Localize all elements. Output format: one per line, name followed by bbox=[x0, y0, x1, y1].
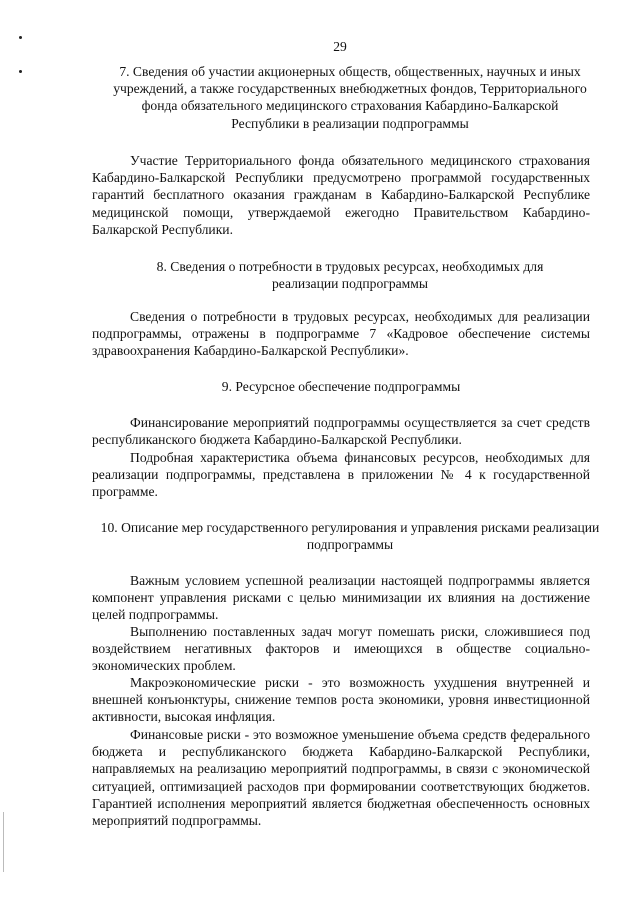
section-9-heading: 9. Ресурсное обеспечение подпрограммы bbox=[221, 379, 461, 394]
section-10-paragraph-3: Макроэкономические риски - это возможность ухудшения внутренней и внешней конъюнктуры, снижение темпов роста экономики, уровня инвестиционной активности, высокая инфляция. bbox=[92, 675, 590, 725]
scan-speck bbox=[19, 70, 22, 73]
section-7-paragraph: Участие Территориального фонда обязательного медицинского страхования Кабардино-Балкарской Республики предусмотрено программой государственных гарантий бесплатного оказания гражданам в Кабардино-Балкарской Республике медицинской помощи, утверждаемой ежегодно Правительством Кабардино-Балкарской Республики. bbox=[92, 153, 590, 237]
section-9-paragraph-1: Финансирование мероприятий подпрограммы осуществляется за счет средств республиканского бюджета Кабардино-Балкарской Республики. bbox=[92, 415, 590, 448]
section-9-paragraph-2: Подробная характеристика объема финансовых ресурсов, необходимых для реализации подпрограммы, представлена в приложении № 4 к государственной программе. bbox=[92, 450, 590, 500]
scan-edge-mark bbox=[3, 812, 4, 872]
section-10-paragraph-1: Важным условием успешной реализации настоящей подпрограммы является компонент управления рисками с целью минимизации их влияния на достижение целей подпрограммы. bbox=[92, 573, 590, 623]
page-number: 29 bbox=[333, 39, 347, 54]
section-10-heading: 10. Описание мер государственного регулирования и управления рисками реализации подпрограммы bbox=[100, 520, 600, 553]
section-8-heading: 8. Сведения о потребности в трудовых ресурсах, необходимых для реализации подпрограммы bbox=[156, 259, 544, 292]
section-8-paragraph: Сведения о потребности в трудовых ресурсах, необходимых для реализации подпрограммы, отражены в подпрограмме 7 «Кадровое обеспечение системы здравоохранения Кабардино-Балкарской Республики». bbox=[92, 309, 590, 359]
section-10-paragraph-2: Выполнению поставленных задач могут помешать риски, сложившиеся под воздействием негативных факторов и имеющихся в обществе социально-экономических проблем. bbox=[92, 624, 590, 674]
section-7-heading: 7. Сведения об участии акционерных обществ, общественных, научных и иных учреждений, а также государственных внебюджетных фондов, Территориального фонда обязательного медицинского страхования Кабардино-Балкарской Республики в реализации подпрограммы bbox=[113, 64, 587, 131]
section-10-paragraph-4: Финансовые риски - это возможное уменьшение объема средств федерального бюджета и республиканского бюджета Кабардино-Балкарской Республики, направляемых на реализацию мероприятий подпрограммы, в связи с экономической ситуацией, оптимизацией расходов при формировании соответствующих бюджетов. Гарантией исполнения мероприятий является бюджетная обеспеченность основных мероприятий подпрограммы. bbox=[92, 727, 590, 829]
